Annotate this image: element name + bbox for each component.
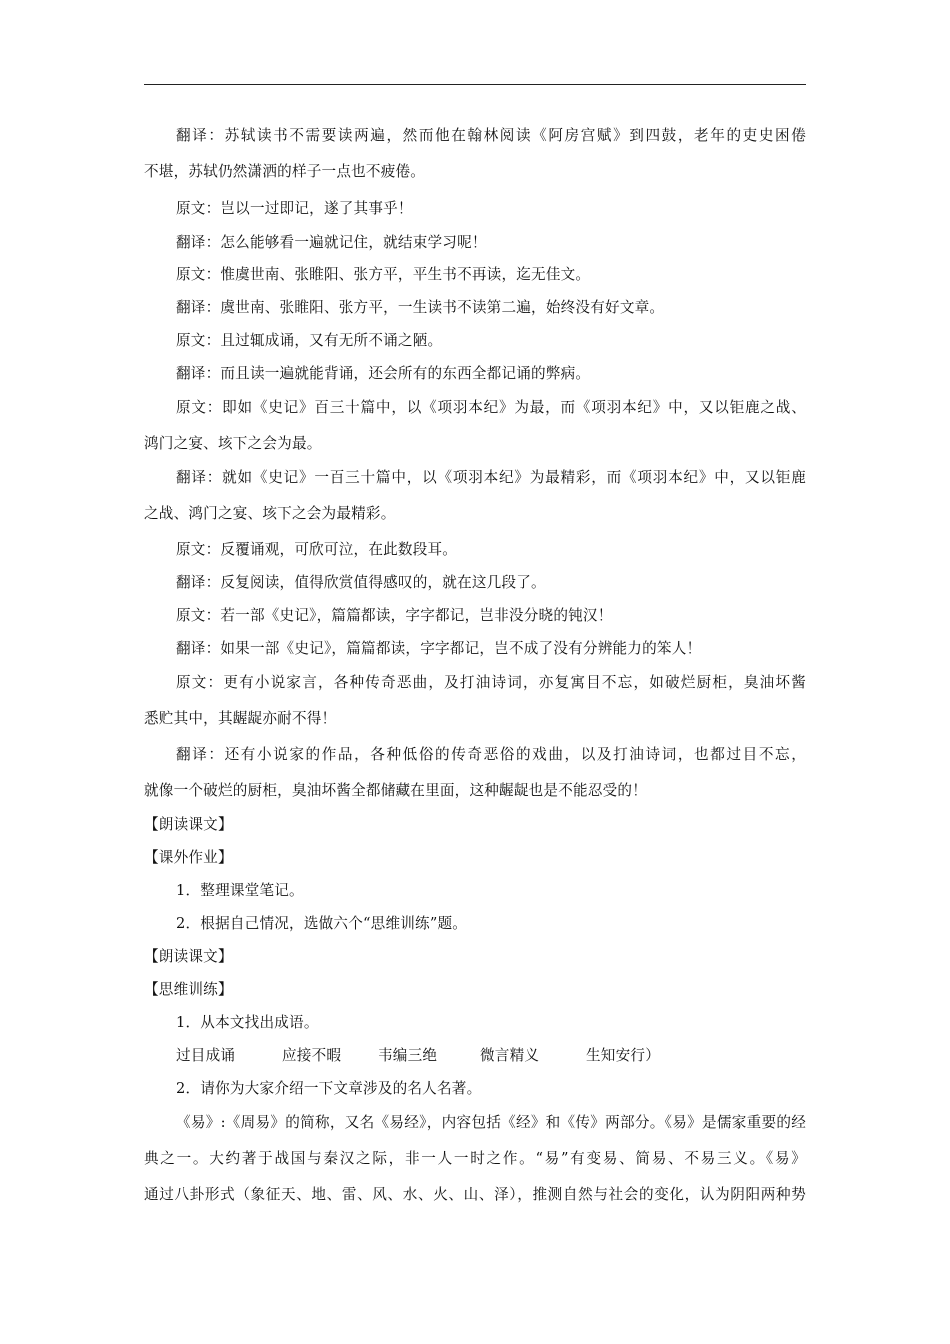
- paragraph-line: 鸿门之宴、垓下之会为最。: [144, 435, 322, 452]
- idiom: 应接不暇: [282, 1047, 342, 1064]
- paragraph-line: 原文：惟虞世南、张睢阳、张方平，平生书不再读，迄无佳文。: [176, 266, 591, 283]
- idiom: 生知安行: [586, 1047, 646, 1064]
- book-description-line: 通过八卦形式（象征天、地、雷、风、水、火、山、泽），推测自然与社会的变化，认为阴阳两种势: [144, 1186, 806, 1203]
- paragraph-line: 翻译：虞世南、张睢阳、张方平，一生读书不读第二遍，始终没有好文章。: [176, 299, 665, 316]
- question-2: 2．请你为大家介绍一下文章涉及的名人名著。: [176, 1080, 482, 1097]
- paragraph-line: 悉贮其中，其龌龊亦耐不得！: [144, 710, 337, 727]
- paragraph-line: 不堪，苏轼仍然潇洒的样子一点也不疲倦。: [144, 163, 426, 180]
- paragraph-line: 翻译：反复阅读，值得欣赏值得感叹的，就在这几段了。: [176, 574, 546, 591]
- closing-paren: ）: [645, 1047, 660, 1064]
- idiom: 过目成诵: [176, 1047, 236, 1064]
- idiom: 微言精义: [480, 1047, 540, 1064]
- header-rule: [144, 84, 806, 85]
- paragraph-line: 翻译：就如《史记》一百三十篇中，以《项羽本纪》为最精彩，而《项羽本纪》中，又以钜鹿: [176, 469, 806, 486]
- idiom: 韦编三绝: [378, 1047, 438, 1064]
- paragraph-line: 之战、鸿门之宴、垓下之会为最精彩。: [144, 505, 396, 522]
- book-description-line: 典之一。大约著于战国与秦汉之际，非一人一时之作。“易”有变易、简易、不易三义。《易》: [144, 1150, 806, 1167]
- idiom-list: [144, 1046, 806, 1066]
- paragraph-line: 就像一个破烂的厨柜，臭油坏酱全都储藏在里面，这种龌龊也是不能忍受的！: [144, 782, 647, 799]
- paragraph-line: 翻译：还有小说家的作品，各种低俗的传奇恶俗的戏曲，以及打油诗词，也都过目不忘，: [176, 746, 806, 763]
- paragraph-line: 翻译：如果一部《史记》，篇篇都读，字字都记，岂不成了没有分辨能力的笨人！: [176, 640, 702, 657]
- book-description-line: 《易》:《周易》的简称，又名《易经》，内容包括《经》和《传》两部分。《易》是儒家重要的经: [176, 1114, 806, 1131]
- paragraph-line: 原文：更有小说家言，各种传奇恶曲，及打油诗词，亦复寓目不忘，如破烂厨柜，臭油坏酱: [176, 674, 806, 691]
- paragraph-line: 翻译：怎么能够看一遍就记住，就结束学习呢！: [176, 234, 487, 251]
- section-heading-homework: 【课外作业】: [144, 849, 233, 866]
- paragraph-line: 原文：反覆诵观，可欣可泣，在此数段耳。: [176, 541, 458, 558]
- paragraph-line: 翻译：苏轼读书不需要读两遍，然而他在翰林阅读《阿房宫赋》到四鼓，老年的吏史困倦: [176, 127, 806, 144]
- homework-item: 1．整理课堂笔记。: [176, 882, 304, 899]
- paragraph-line: 原文：且过辄成诵，又有无所不诵之陋。: [176, 332, 443, 349]
- paragraph-line: 原文：岂以一过即记，遂了其事乎！: [176, 200, 413, 217]
- paragraph-line: 原文：若一部《史记》，篇篇都读，字字都记，岂非没分晓的钝汉！: [176, 607, 613, 624]
- question-1: 1．从本文找出成语。: [176, 1014, 319, 1031]
- paragraph-line: 原文：即如《史记》百三十篇中，以《项羽本纪》为最，而《项羽本纪》中，又以钜鹿之战、: [176, 399, 806, 416]
- homework-item: 2．根据自己情况，选做六个“思维训练”题。: [176, 915, 468, 932]
- section-heading-read-text: 【朗读课文】: [144, 948, 233, 965]
- paragraph-line: 翻译：而且读一遍就能背诵，还会所有的东西全都记诵的弊病。: [176, 365, 591, 382]
- section-heading-thinking: 【思维训练】: [144, 981, 233, 998]
- section-heading-read-text: 【朗读课文】: [144, 816, 233, 833]
